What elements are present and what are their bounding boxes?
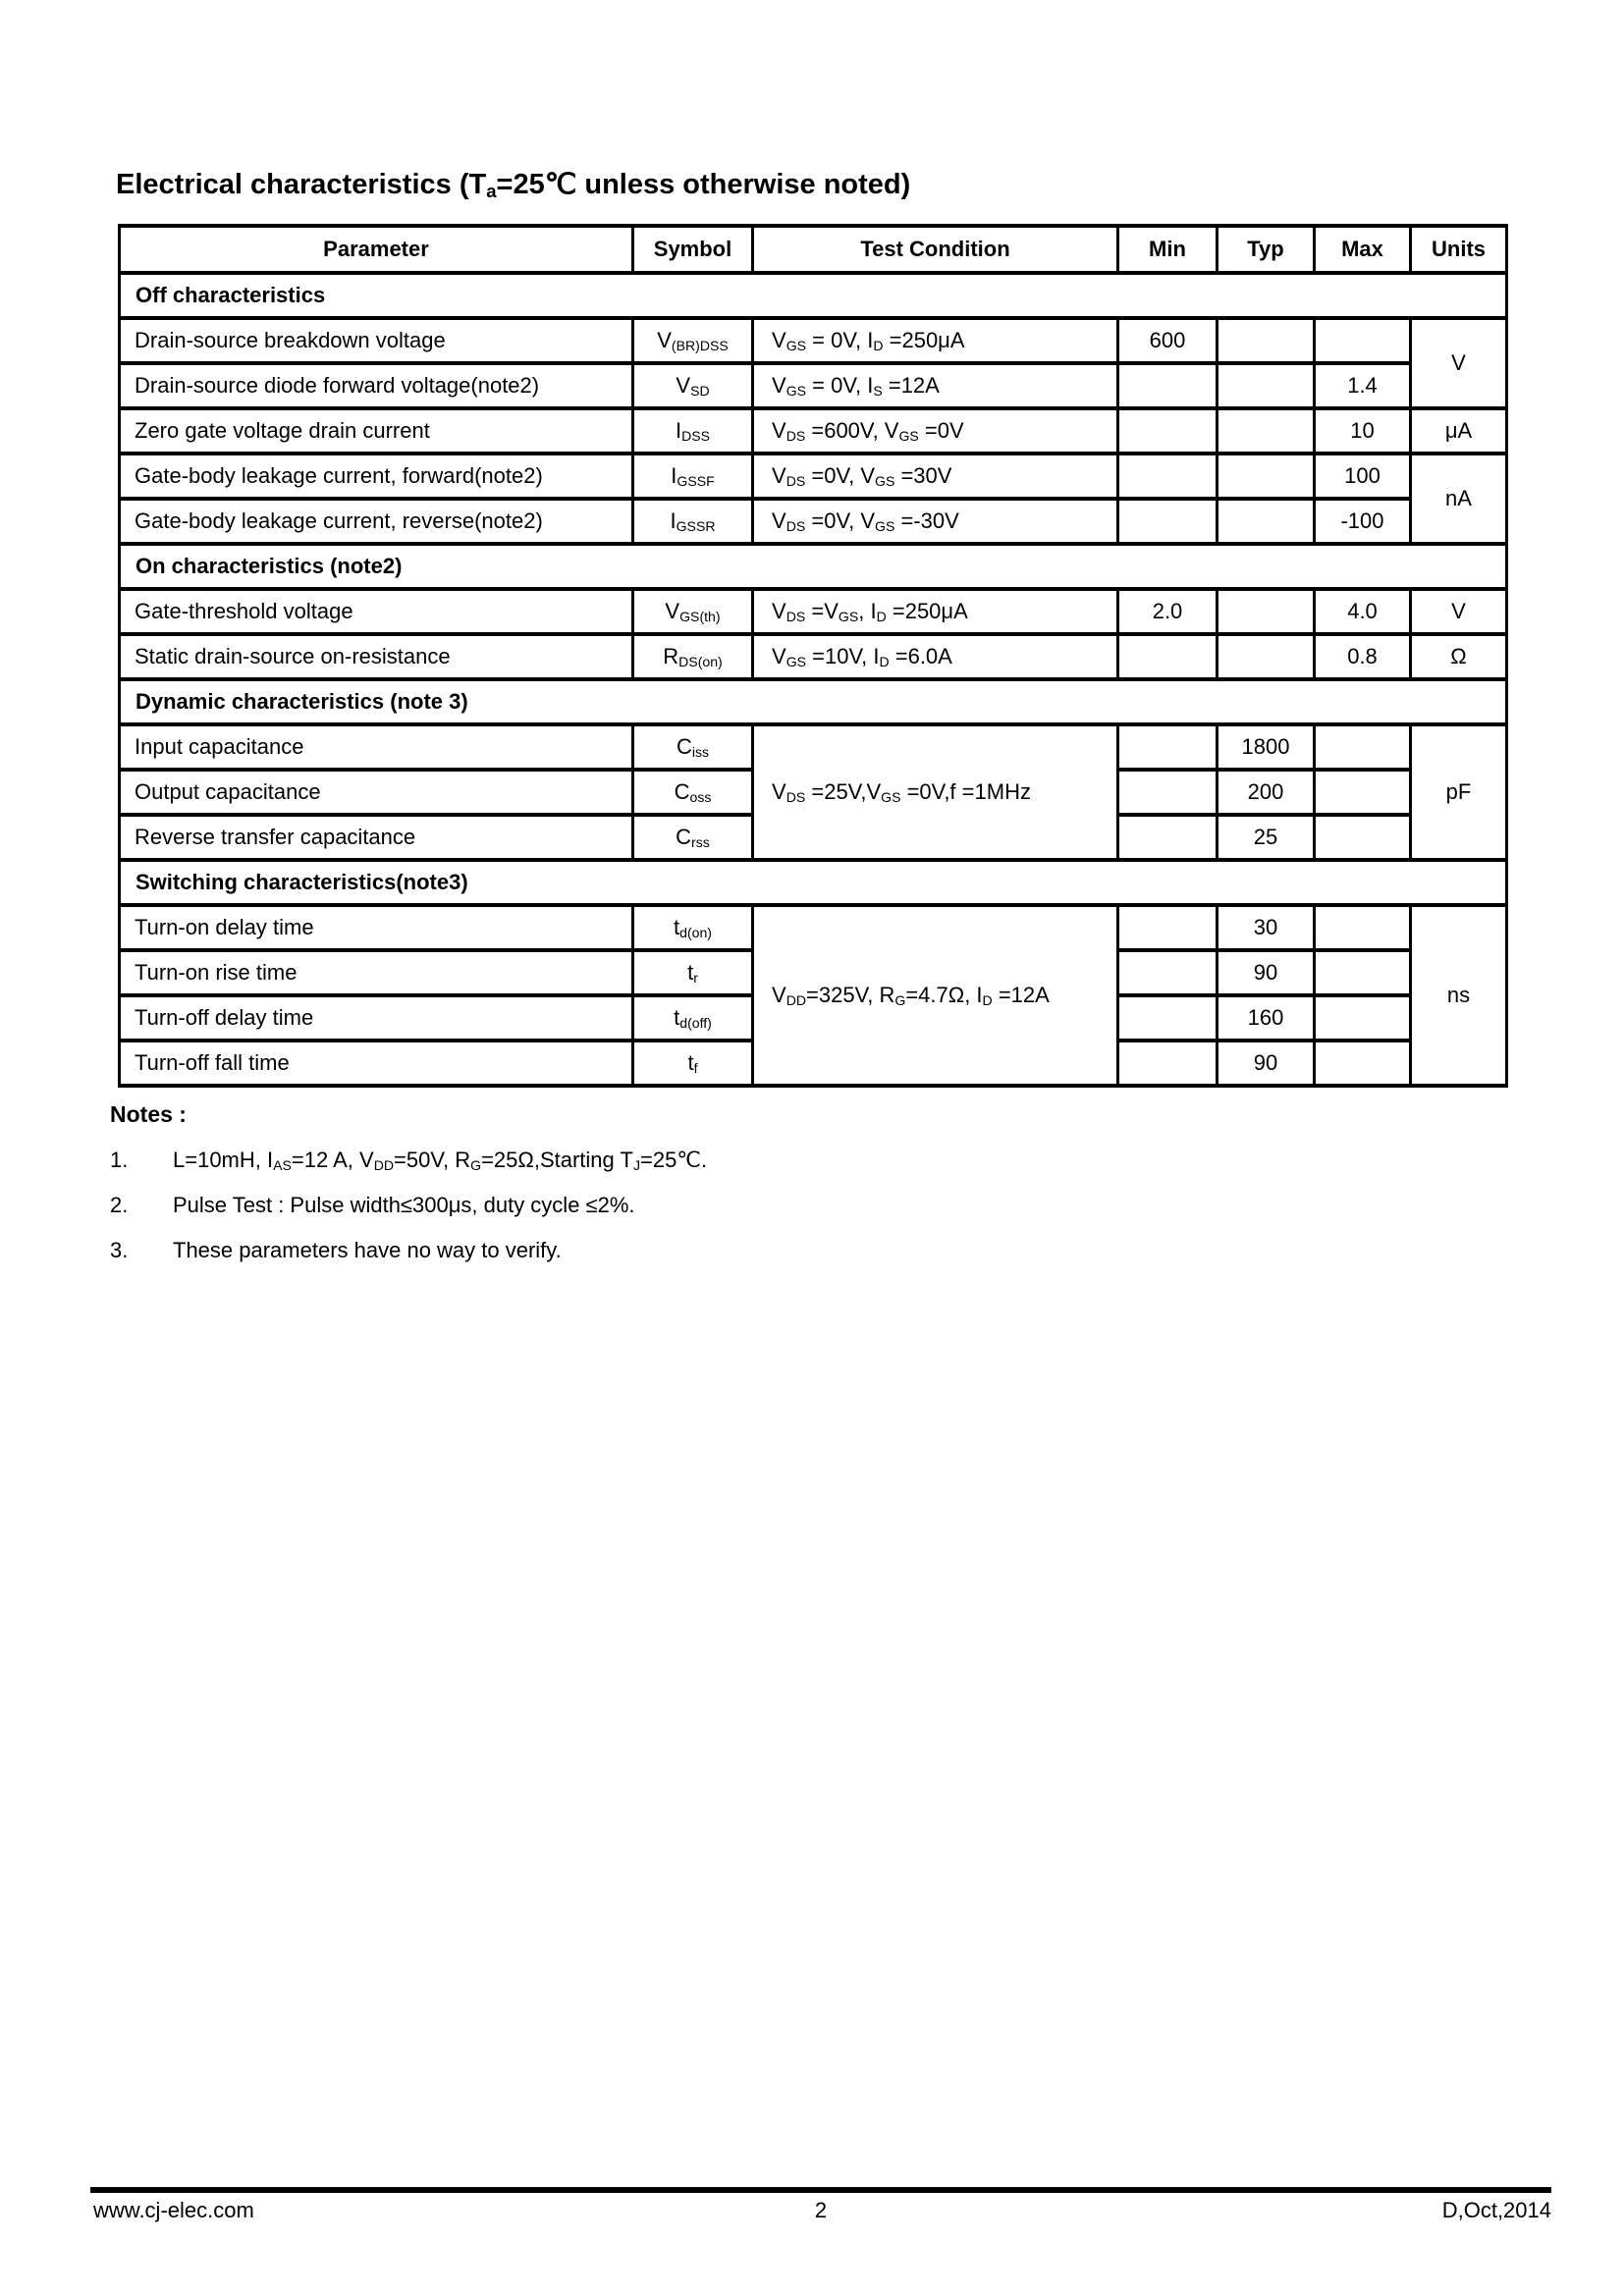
units-cell: nA — [1411, 454, 1507, 544]
min-cell — [1118, 905, 1218, 950]
column-header: Typ — [1218, 226, 1315, 273]
param-cell: Input capacitance — [120, 724, 633, 770]
table-row — [120, 499, 1507, 544]
max-cell — [1315, 950, 1411, 995]
typ-cell: 30 — [1218, 905, 1315, 950]
param-cell: Reverse transfer capacitance — [120, 815, 633, 860]
note-number: 3. — [110, 1238, 129, 1262]
section-label: On characteristics (note2) — [120, 544, 1507, 589]
typ-cell — [1218, 454, 1315, 499]
footer-page-number: 2 — [814, 2198, 828, 2222]
symbol-cell: $t_{d(on)}$ — [633, 905, 753, 950]
max-cell — [1315, 995, 1411, 1041]
notes-section — [110, 1101, 1337, 1263]
typ-cell: 200 — [1218, 770, 1315, 815]
section-row — [120, 273, 1507, 318]
test-condition-cell: $V_{GS} =10V$, $I_D =6.0A$ — [753, 634, 1118, 679]
table-row — [120, 905, 1507, 950]
section-label: Dynamic characteristics (note 3) — [120, 679, 1507, 724]
min-cell — [1118, 724, 1218, 770]
units-cell: ns — [1411, 905, 1507, 1086]
param-cell: Static drain-source on-resistance — [120, 634, 633, 679]
typ-cell: 90 — [1218, 1041, 1315, 1086]
min-cell: 600 — [1118, 318, 1218, 363]
table-row — [120, 408, 1507, 454]
min-cell — [1118, 454, 1218, 499]
typ-cell — [1218, 499, 1315, 544]
test-condition-cell: $V_{DS} =25V,V_{GS} =0V,f =1MHz$ — [753, 724, 1118, 860]
column-header: Test Condition — [753, 226, 1118, 273]
section-label: Switching characteristics(note3) — [120, 860, 1507, 905]
min-cell — [1118, 634, 1218, 679]
max-cell — [1315, 905, 1411, 950]
column-header: Units — [1411, 226, 1507, 273]
note-text: Pulse Test : Pulse width≤300μs, duty cycle ≤2%. — [173, 1193, 635, 1217]
max-cell: 100 — [1315, 454, 1411, 499]
typ-cell — [1218, 363, 1315, 408]
max-cell — [1315, 815, 1411, 860]
test-condition-cell: $V_{GS} = 0V$, $I_S =12A$ — [753, 363, 1118, 408]
note-item — [110, 1193, 1337, 1218]
max-cell — [1315, 770, 1411, 815]
table-header — [120, 226, 1507, 273]
typ-cell — [1218, 318, 1315, 363]
footer-divider — [90, 2187, 1551, 2193]
param-cell: Turn-off delay time — [120, 995, 633, 1041]
symbol-cell: $R_{DS(on)}$ — [633, 634, 753, 679]
param-cell: Drain-source diode forward voltage(note2) — [120, 363, 633, 408]
symbol-cell: $t_r$ — [633, 950, 753, 995]
notes-heading: Notes : — [110, 1101, 187, 1127]
note-item — [110, 1238, 1337, 1263]
units-cell: V — [1411, 589, 1507, 634]
typ-cell: 25 — [1218, 815, 1315, 860]
note-number: 1. — [110, 1148, 129, 1172]
typ-cell: 90 — [1218, 950, 1315, 995]
symbol-cell: $V_{(BR)DSS}$ — [633, 318, 753, 363]
note-text: These parameters have no way to verify. — [173, 1238, 562, 1262]
max-cell: 0.8 — [1315, 634, 1411, 679]
typ-cell: 160 — [1218, 995, 1315, 1041]
param-cell: Gate-body leakage current, reverse(note2) — [120, 499, 633, 544]
min-cell — [1118, 770, 1218, 815]
min-cell — [1118, 995, 1218, 1041]
min-cell: 2.0 — [1118, 589, 1218, 634]
max-cell: 4.0 — [1315, 589, 1411, 634]
symbol-cell: $I_{DSS}$ — [633, 408, 753, 454]
header-row — [120, 226, 1507, 273]
note-text: L=10mH, $I_{AS}=12$ A, $V_{DD}=50V$, $R_G=25\Omega,Starting$ $T_J=25℃$. — [173, 1148, 708, 1174]
max-cell — [1315, 724, 1411, 770]
note-number: 2. — [110, 1193, 129, 1217]
footer-website: www.cj-elec.com — [93, 2198, 254, 2222]
units-cell: V — [1411, 318, 1507, 408]
param-cell: Gate-threshold voltage — [120, 589, 633, 634]
max-cell — [1315, 318, 1411, 363]
units-cell: μA — [1411, 408, 1507, 454]
footer-date: D,Oct,2014 — [1441, 2198, 1551, 2222]
table-row — [120, 454, 1507, 499]
min-cell — [1118, 950, 1218, 995]
param-cell: Drain-source breakdown voltage — [120, 318, 633, 363]
section-label: Off characteristics — [120, 273, 1507, 318]
symbol-cell: $t_f$ — [633, 1041, 753, 1086]
max-cell — [1315, 1041, 1411, 1086]
section-row — [120, 860, 1507, 905]
typ-cell — [1218, 634, 1315, 679]
param-cell: Turn-off fall time — [120, 1041, 633, 1086]
column-header: Max — [1315, 226, 1411, 273]
symbol-cell: $C_{rss}$ — [633, 815, 753, 860]
symbol-cell: $I_{GSSF}$ — [633, 454, 753, 499]
electrical-characteristics-table — [118, 224, 1508, 1088]
symbol-cell: $I_{GSSR}$ — [633, 499, 753, 544]
min-cell — [1118, 1041, 1218, 1086]
table-row — [120, 363, 1507, 408]
column-header: Parameter — [120, 226, 633, 273]
typ-cell — [1218, 589, 1315, 634]
test-condition-cell: $V_{DS} =600V$, $V_{GS} =0V$ — [753, 408, 1118, 454]
min-cell — [1118, 499, 1218, 544]
table-row — [120, 724, 1507, 770]
max-cell: -100 — [1315, 499, 1411, 544]
param-cell: Turn-on delay time — [120, 905, 633, 950]
min-cell — [1118, 363, 1218, 408]
symbol-cell: $V_{GS(th)}$ — [633, 589, 753, 634]
typ-cell: 1800 — [1218, 724, 1315, 770]
units-cell: pF — [1411, 724, 1507, 860]
test-condition-cell: $V_{DS} =V_{GS}$, $I_D =250\mu A$ — [753, 589, 1118, 634]
param-cell: Turn-on rise time — [120, 950, 633, 995]
symbol-cell: $C_{oss}$ — [633, 770, 753, 815]
column-header: Min — [1118, 226, 1218, 273]
typ-cell — [1218, 408, 1315, 454]
note-item — [110, 1148, 1337, 1173]
min-cell — [1118, 815, 1218, 860]
test-condition-cell: $V_{DS} =0V$, $V_{GS} =30V$ — [753, 454, 1118, 499]
table-row — [120, 634, 1507, 679]
min-cell — [1118, 408, 1218, 454]
param-cell: Output capacitance — [120, 770, 633, 815]
symbol-cell: $C_{iss}$ — [633, 724, 753, 770]
symbol-cell: $V_{SD}$ — [633, 363, 753, 408]
symbol-cell: $t_{d(off)}$ — [633, 995, 753, 1041]
test-condition-cell: $V_{GS} = 0V$, $I_D =250\mu A$ — [753, 318, 1118, 363]
test-condition-cell: $V_{DS} =0V$, $V_{GS} =-30V$ — [753, 499, 1118, 544]
param-cell: Gate-body leakage current, forward(note2) — [120, 454, 633, 499]
section-row — [120, 679, 1507, 724]
param-cell: Zero gate voltage drain current — [120, 408, 633, 454]
units-cell: Ω — [1411, 634, 1507, 679]
table-row — [120, 589, 1507, 634]
page-title: Electrical characteristics ($T_a=25℃$ unless otherwise noted) — [116, 169, 911, 202]
max-cell: 1.4 — [1315, 363, 1411, 408]
section-row — [120, 544, 1507, 589]
max-cell: 10 — [1315, 408, 1411, 454]
table-row — [120, 318, 1507, 363]
column-header: Symbol — [633, 226, 753, 273]
test-condition-cell: $V_{DD}=325V$, $R_G=4.7\Omega$, $I_D =12A$ — [753, 905, 1118, 1086]
table-body — [120, 273, 1507, 1086]
